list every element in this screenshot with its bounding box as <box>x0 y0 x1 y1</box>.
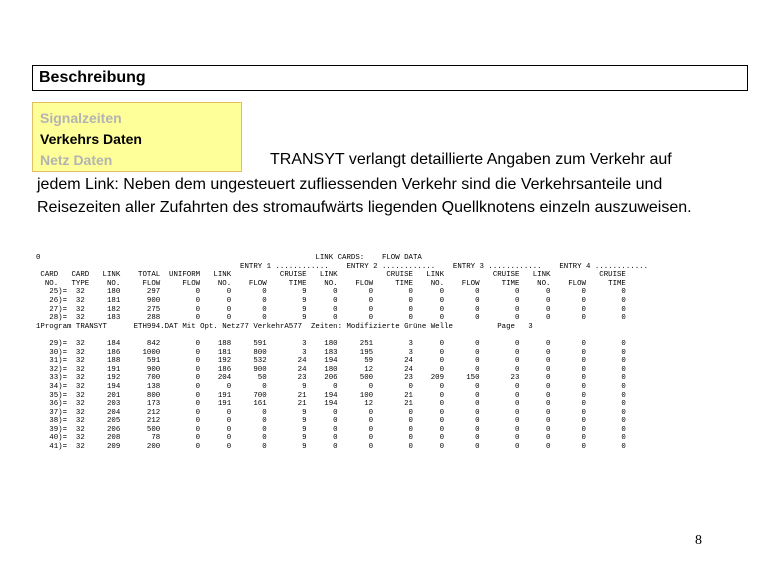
report-line: 33)= 32 192 700 0 204 50 23 206 500 23 209 150 23 0 0 0 <box>36 374 626 383</box>
description-line-2: jedem Link: Neben dem ungesteuert zufliessenden Verkehr sind die Verkehrsanteile und <box>37 176 663 193</box>
section-nav <box>32 102 242 172</box>
report-line: 0 LINK CARDS: FLOW DATA <box>36 254 422 262</box>
report-line: 32)= 32 191 900 0 186 900 24 180 12 24 0 0 0 0 0 0 <box>36 365 626 374</box>
report-line: 31)= 32 188 591 0 192 532 24 194 59 24 0 0 0 0 0 0 <box>36 357 626 366</box>
nav-item-verkehrs-daten[interactable]: Verkehrs Daten <box>40 131 142 147</box>
nav-item-netz-daten[interactable]: Netz Daten <box>40 152 113 168</box>
description-line-1: TRANSYT verlangt detaillierte Angaben zum Verkehr auf <box>270 151 672 168</box>
report-line: 25)= 32 180 297 0 0 0 9 0 0 0 0 0 0 0 0 0 <box>36 288 626 297</box>
report-line: CARD CARD LINK TOTAL UNIFORM LINK CRUISE LINK CRUISE LINK CRUISE LINK CRUISE <box>36 271 626 280</box>
nav-item-signalzeiten[interactable]: Signalzeiten <box>40 110 122 126</box>
transyt-flow-data-report <box>36 254 736 452</box>
description-line-3: Reisezeiten aller Zufahrten des stromaufwärts liegenden Quellknotens einzeln auszuweisen. <box>37 199 692 216</box>
report-line <box>36 331 736 340</box>
report-line: 39)= 32 206 500 0 0 0 9 0 0 0 0 0 0 0 0 0 <box>36 425 626 434</box>
report-line: 34)= 32 194 138 0 0 0 9 0 0 0 0 0 0 0 0 0 <box>36 382 626 391</box>
report-line: 26)= 32 181 900 0 0 0 9 0 0 0 0 0 0 0 0 0 <box>36 296 626 305</box>
report-line: NO. TYPE NO. FLOW FLOW NO. FLOW TIME NO. FLOW TIME NO. FLOW TIME NO. FLOW TIME <box>36 279 626 288</box>
slide-title: Beschreibung <box>32 65 748 91</box>
report-line: 41)= 32 209 200 0 0 0 9 0 0 0 0 0 0 0 0 0 <box>36 443 626 452</box>
report-line: 38)= 32 205 212 0 0 0 9 0 0 0 0 0 0 0 0 0 <box>36 417 626 426</box>
report-line: 27)= 32 182 275 0 0 0 9 0 0 0 0 0 0 0 0 0 <box>36 305 626 314</box>
report-line: 40)= 32 208 78 0 0 0 9 0 0 0 0 0 0 0 0 0 <box>36 434 626 443</box>
report-line: 1Program TRANSYT ETH994.DAT Mit Opt. Netz77 VerkehrA577 Zeiten: Modifizierte Grüne Welle Page 3 <box>36 322 533 331</box>
report-line: ENTRY 1 ............ ENTRY 2 ............ ENTRY 3 ............ ENTRY 4 ............ <box>36 262 649 271</box>
report-line: 28)= 32 183 288 0 0 0 9 0 0 0 0 0 0 0 0 0 <box>36 314 626 323</box>
report-line: 29)= 32 184 842 0 188 591 3 180 251 3 0 0 0 0 0 0 <box>36 339 626 348</box>
report-line: 35)= 32 201 800 0 191 700 21 194 100 21 0 0 0 0 0 0 <box>36 391 626 400</box>
report-line: 30)= 32 186 1000 0 181 800 3 183 195 3 0 0 0 0 0 0 <box>36 348 626 357</box>
page-number: 8 <box>695 533 702 548</box>
report-line: 37)= 32 204 212 0 0 0 9 0 0 0 0 0 0 0 0 0 <box>36 408 626 417</box>
report-line: 36)= 32 203 173 0 191 161 21 194 12 21 0 0 0 0 0 0 <box>36 400 626 409</box>
